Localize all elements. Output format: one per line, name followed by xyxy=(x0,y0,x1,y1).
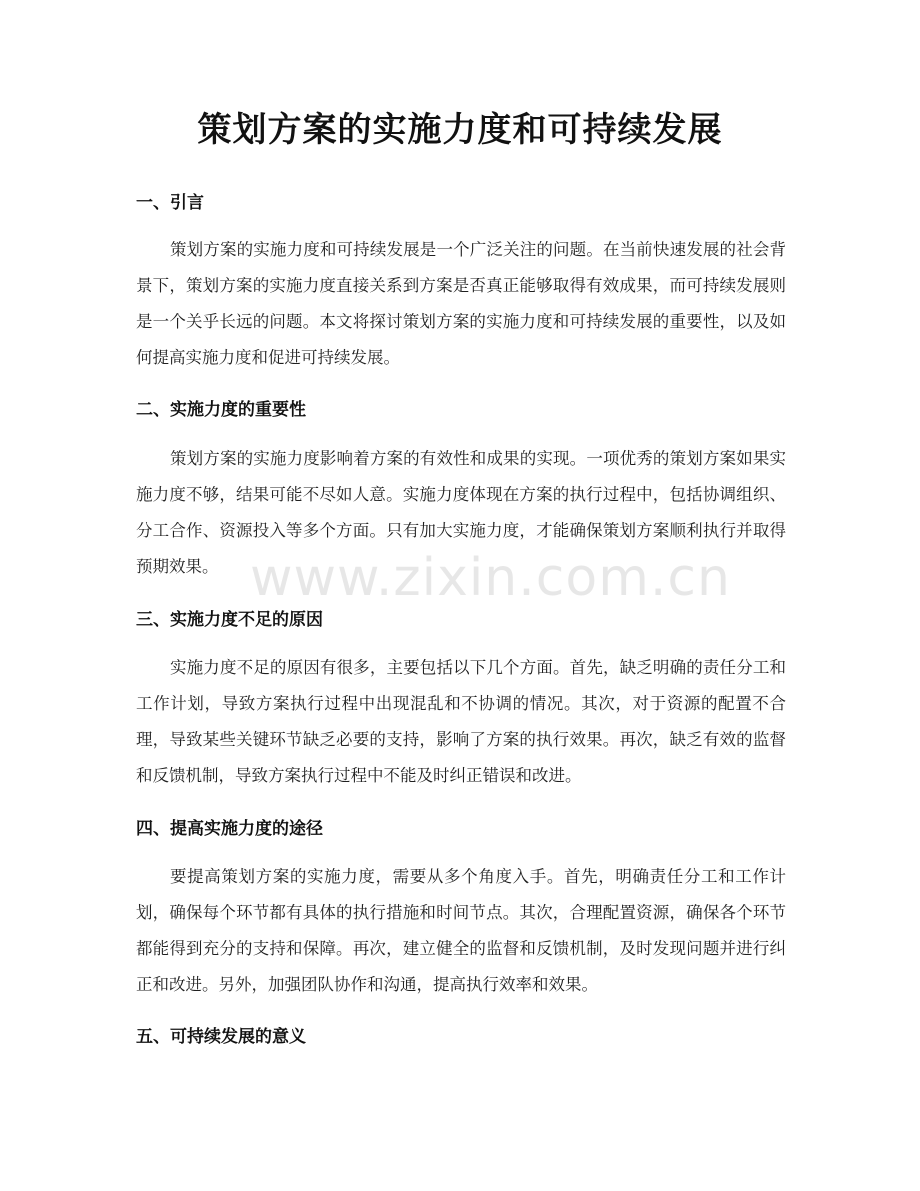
section-heading-approaches: 四、提高实施力度的途径 xyxy=(136,819,323,839)
section-paragraph-approaches: 要提高策划方案的实施力度，需要从多个角度入手。首先，明确责任分工和工作计划，确保每个环节都有具体的执行措施和时间节点。其次，合理配置资源，确保各个环节都能得到充分的支持和保障。再次，建立健全的监督和反馈机制，及时发现问题并进行纠正和改进。另外，加强团队协作和沟通，提高执行效率和效果。 xyxy=(136,867,786,994)
watermark-text: www.zixin.com.cn xyxy=(250,548,731,608)
page-title: 策划方案的实施力度和可持续发展 xyxy=(197,110,723,150)
section-heading-importance: 二、实施力度的重要性 xyxy=(136,400,306,420)
section-paragraph-causes: 实施力度不足的原因有很多，主要包括以下几个方面。首先，缺乏明确的责任分工和工作计划，导致方案执行过程中出现混乱和不协调的情况。其次，对于资源的配置不合理，导致某些关键环节缺乏必要的支持，影响了方案的执行效果。再次，缺乏有效的监督和反馈机制，导致方案执行过程中不能及时纠正错误和改进。 xyxy=(136,658,786,785)
section-heading-introduction: 一、引言 xyxy=(136,193,204,213)
section-paragraph-introduction: 策划方案的实施力度和可持续发展是一个广泛关注的问题。在当前快速发展的社会背景下，策划方案的实施力度直接关系到方案是否真正能够取得有效成果，而可持续发展则是一个关乎长远的问题。本文将探讨策划方案的实施力度和可持续发展的重要性，以及如何提高实施力度和促进可持续发展。 xyxy=(136,240,786,367)
section-heading-sustainability: 五、可持续发展的意义 xyxy=(136,1027,306,1047)
section-paragraph-importance: 策划方案的实施力度影响着方案的有效性和成果的实现。一项优秀的策划方案如果实施力度不够，结果可能不尽如人意。实施力度体现在方案的执行过程中，包括协调组织、分工合作、资源投入等多个方面。只有加大实施力度，才能确保策划方案顺利执行并取得预期效果。 xyxy=(136,449,786,576)
section-heading-causes: 三、实施力度不足的原因 xyxy=(136,610,323,630)
